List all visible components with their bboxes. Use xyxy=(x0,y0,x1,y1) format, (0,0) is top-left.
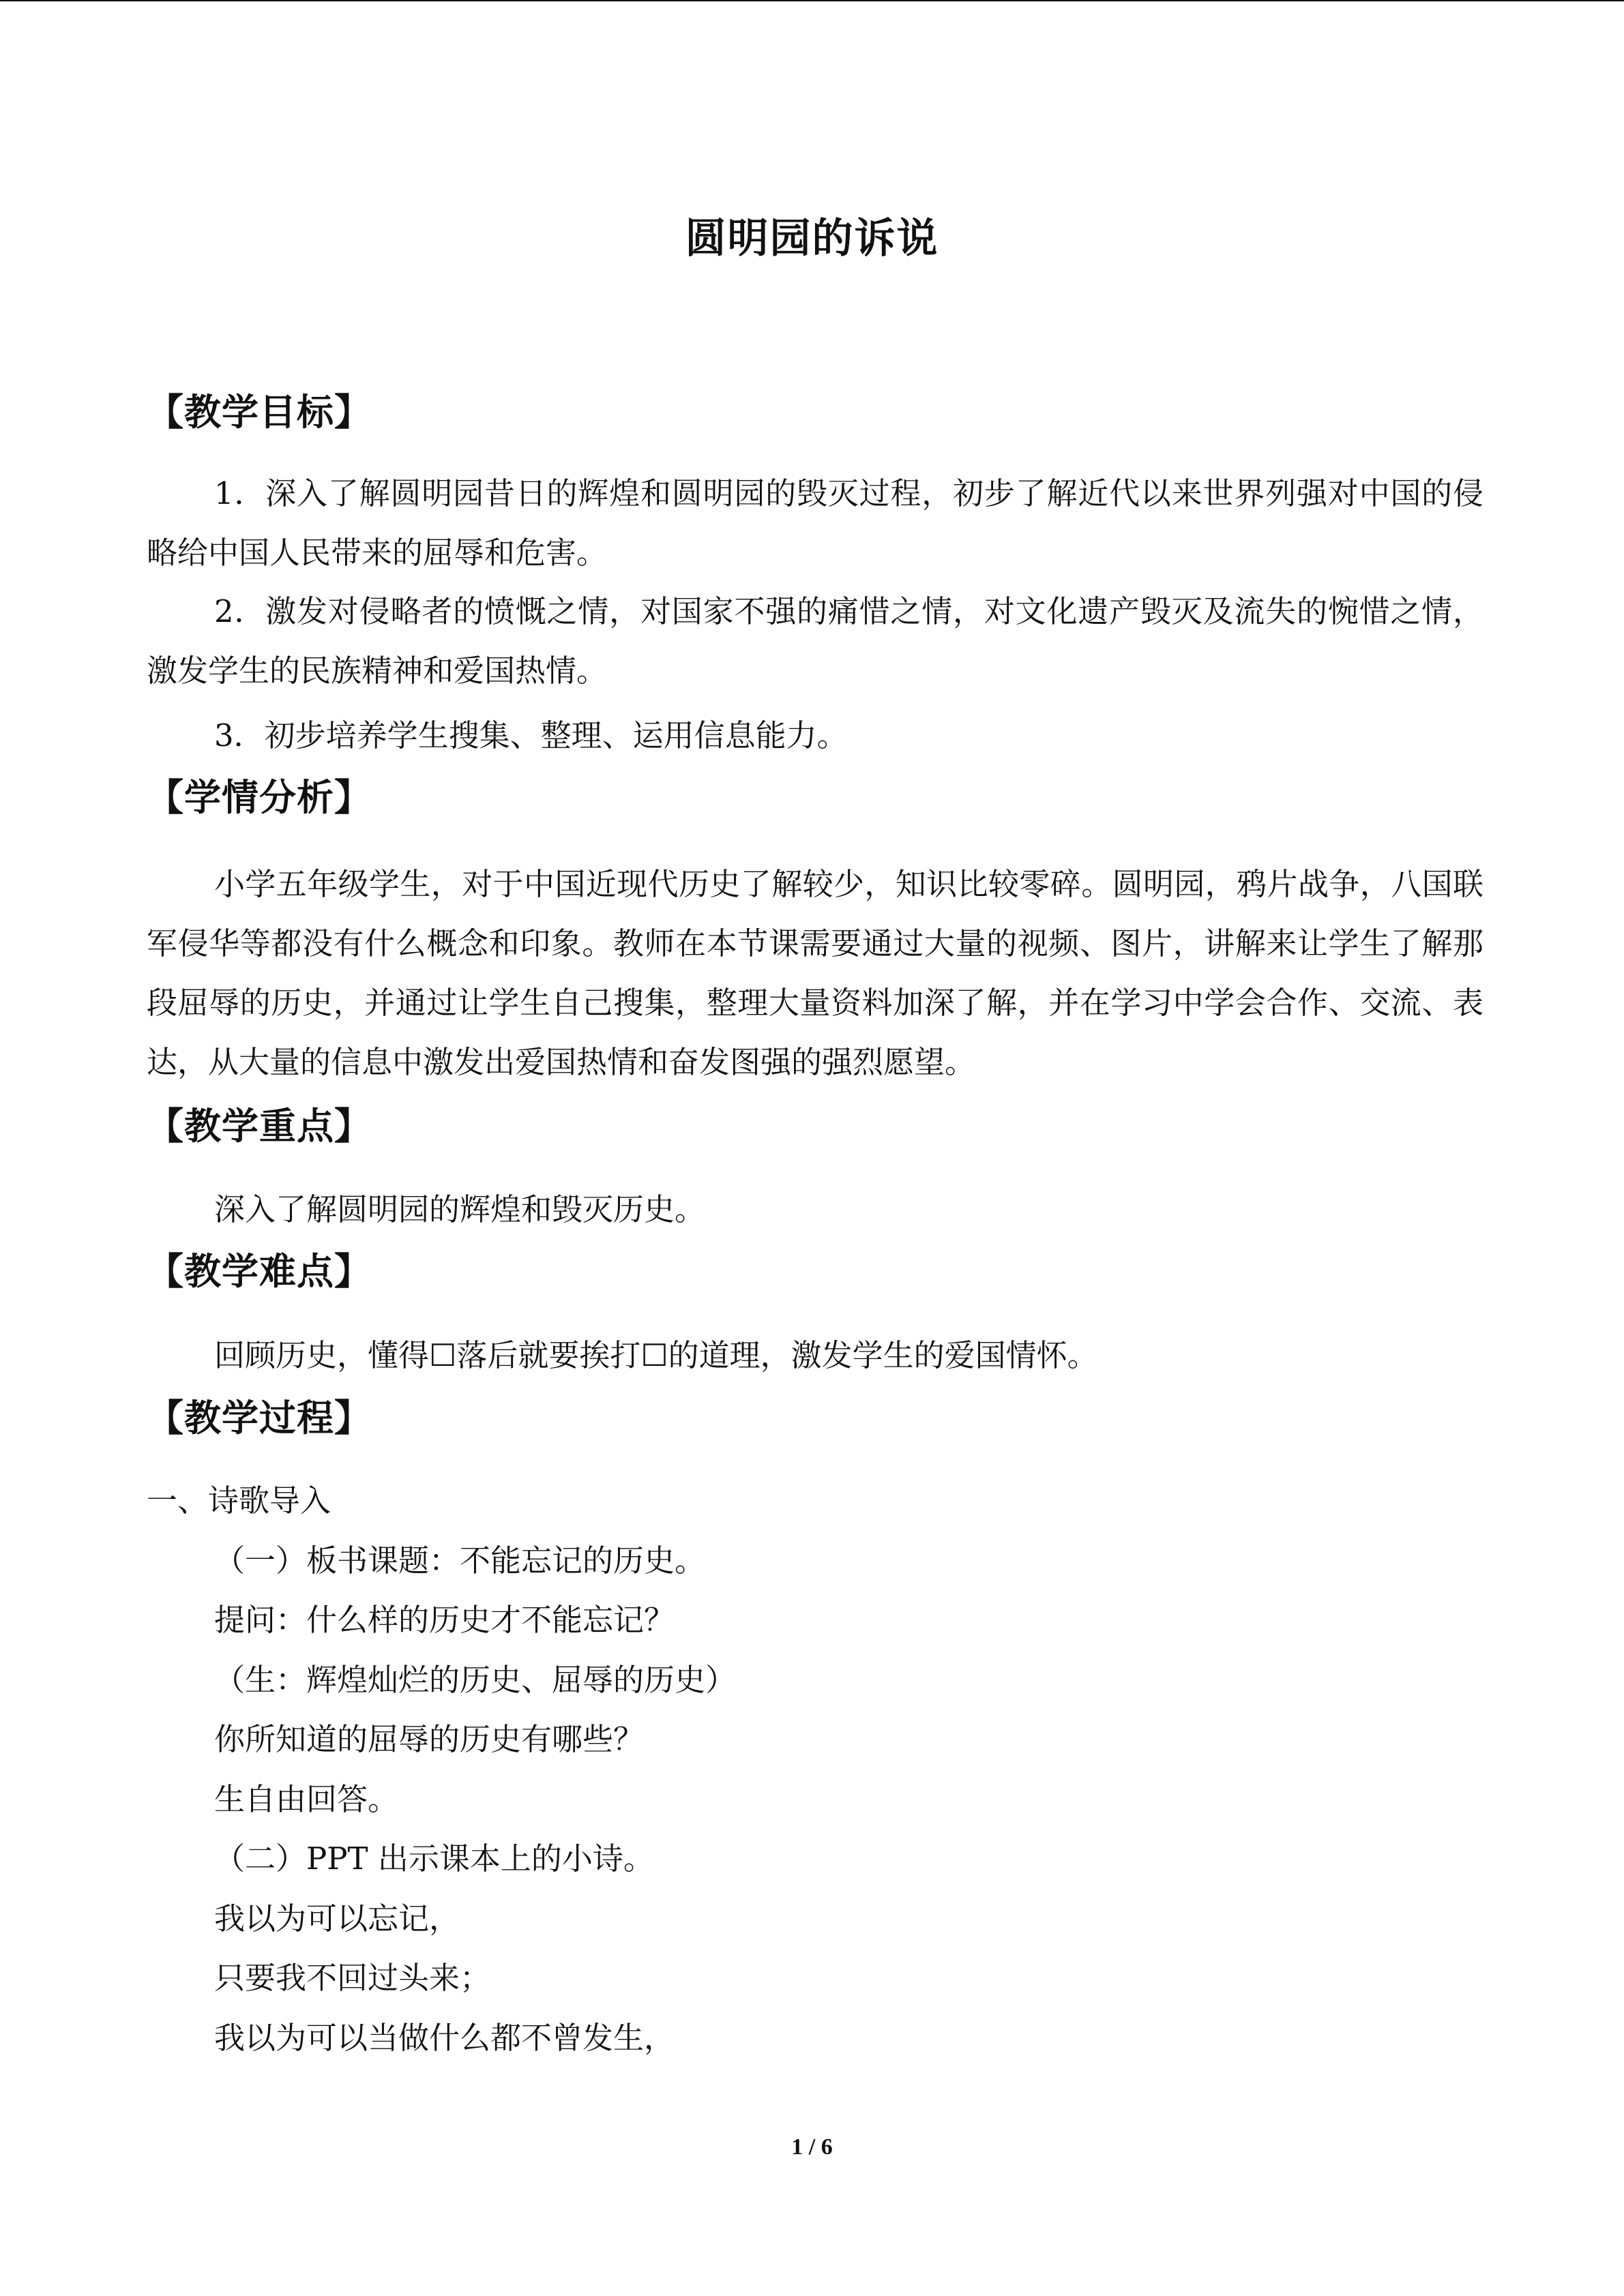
process-line-4: （生：辉煌灿烂的历史、屈辱的历史） xyxy=(214,1662,737,1698)
heading-key-points: 【教学重点】 xyxy=(147,1105,372,1148)
objective-item-1: 1．深入了解圆明园昔日的辉煌和圆明园的毁灭过程，初步了解近代以来世界列强对中国的侵略给中国人民带来的屈辱和危害。 xyxy=(147,475,1483,571)
process-line-9: 只要我不回过头来； xyxy=(214,1960,491,1996)
process-line-10: 我以为可以当做什么都不曾发生， xyxy=(214,2020,675,2056)
objective-item-3: 3．初步培养学生搜集、整理、运用信息能力。 xyxy=(214,717,848,754)
process-line-1: 一、诗歌导入 xyxy=(147,1482,331,1519)
process-line-2: （一）板书课题：不能忘记的历史。 xyxy=(214,1542,706,1579)
heading-objectives: 【教学目标】 xyxy=(147,391,372,434)
heading-difficulties: 【教学难点】 xyxy=(147,1250,372,1293)
heading-process: 【教学过程】 xyxy=(147,1397,372,1440)
difficulties-paragraph: 回顾历史，懂得☐落后就要挨打☐的道理，激发学生的爱国情怀。 xyxy=(214,1337,1098,1373)
top-border-line xyxy=(0,0,1624,1)
process-line-7: （二）PPT 出示课本上的小诗。 xyxy=(214,1840,654,1877)
page-number: 1 / 6 xyxy=(791,2134,833,2160)
heading-analysis: 【学情分析】 xyxy=(147,776,372,819)
document-title: 圆明园的诉说 xyxy=(685,215,939,263)
process-line-5: 你所知道的屈辱的历史有哪些？ xyxy=(214,1721,645,1757)
objective-item-2: 2．激发对侵略者的愤慨之情，对国家不强的痛惜之情，对文化遗产毁灭及流失的惋惜之情，激发学生的民族精神和爱国热情。 xyxy=(147,593,1483,689)
process-line-6: 生自由回答。 xyxy=(214,1781,399,1817)
analysis-paragraph: 小学五年级学生，对于中国近现代历史了解较少，知识比较零碎。圆明园，鸦片战争，八国联军侵华等都没有什么概念和印象。教师在本节课需要通过大量的视频、图片，讲解来让学生了解那段屈辱的历史，并通过让学生自己搜集，整理大量资料加深了解，并在学习中学会合作、交流、表达，从大量的信息中激发出爱国热情和奋发图强的强烈愿望。 xyxy=(147,866,1483,1080)
process-line-8: 我以为可以忘记， xyxy=(214,1900,460,1937)
process-line-3: 提问：什么样的历史才不能忘记？ xyxy=(214,1602,675,1638)
key-points-paragraph: 深入了解圆明园的辉煌和毁灭历史。 xyxy=(214,1191,706,1227)
